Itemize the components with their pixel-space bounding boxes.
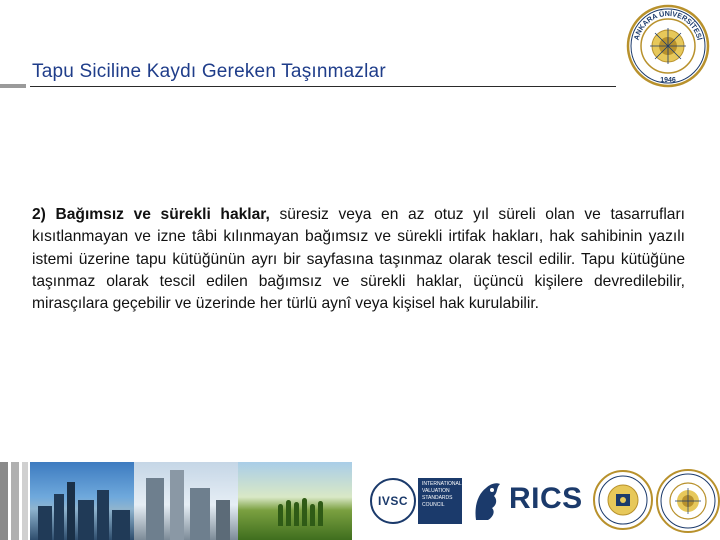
title-underline-stub — [0, 84, 26, 88]
ankara-university-seal-small-icon — [656, 466, 720, 536]
decorative-bar — [22, 462, 28, 540]
decorative-bars — [0, 462, 28, 540]
ivsc-logo: IVSC — [370, 478, 416, 524]
footer-logo-strip — [352, 462, 720, 540]
footer-photo-strip — [30, 462, 352, 540]
title-underline — [30, 86, 616, 87]
farmland-photo — [238, 462, 352, 540]
decorative-bar — [11, 462, 19, 540]
office-towers-photo — [134, 462, 238, 540]
faculty-seal-icon — [592, 468, 654, 532]
seal-ring-text: ANKARA ÜNİVERSİTESİ — [631, 8, 705, 41]
ivsc-council-text: INTERNATIONAL VALUATION STANDARDS COUNCIL — [418, 478, 462, 524]
rics-logo-text: RICS — [509, 482, 583, 515]
seal-year: 1946 — [660, 77, 676, 84]
rics-lion-icon — [470, 476, 504, 524]
slide-title: Tapu Siciline Kaydı Gereken Taşınmazlar — [32, 61, 386, 82]
ankara-university-seal-icon — [626, 4, 710, 88]
city-skyline-photo — [30, 462, 134, 540]
paragraph-body: süresiz veya en az otuz yıl süreli olan ve tasarrufları kısıtlanmayan ve izne tâbi kılınmayan bağımsız ve sürekli irtifak hakları, hak sahibinin yazılı istemi üzerine tapu kütüğünün ayrı bir sayfasına taşınmaz olarak tescil edilir. Tapu kütüğüne taşınmaz olarak tescil edilen bağımsız ve sürekli haklar, üçüncü kişilere devredilebilir, mirasçılara geçebilir ve üzerinde her türlü aynî veya kişisel hak kurulabilir. — [32, 206, 685, 313]
main-paragraph — [32, 204, 685, 315]
paragraph-lead: 2) Bağımsız ve sürekli haklar, — [32, 206, 270, 223]
decorative-bar — [0, 462, 8, 540]
